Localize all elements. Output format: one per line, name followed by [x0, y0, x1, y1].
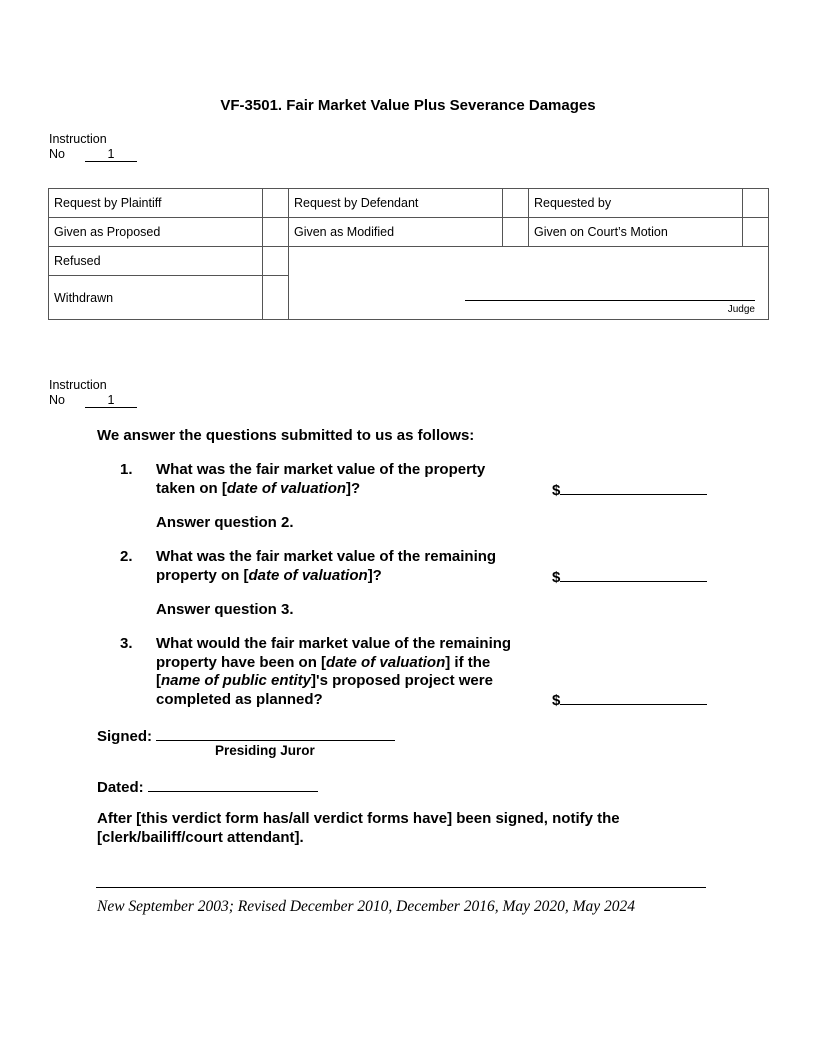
text-segment: ] if the	[445, 653, 491, 671]
placeholder-text: name of public entity	[161, 672, 312, 689]
instruction-label: Instruction	[49, 378, 107, 392]
question-text	[156, 635, 546, 709]
signed-label: Signed:	[97, 728, 152, 745]
page-title: VF-3501. Fair Market Value Plus Severance Damages	[220, 97, 596, 114]
placeholder-text: date of valuation	[326, 653, 446, 671]
instruction-no-value: 1	[85, 148, 137, 162]
request-by-defendant-label: Request by Defendant	[288, 189, 502, 218]
answer-blank[interactable]	[560, 690, 707, 705]
footer-divider	[96, 887, 706, 888]
dollar-sign: $	[552, 569, 561, 586]
question-line	[156, 654, 546, 673]
given-as-modified-label: Given as Modified	[288, 218, 502, 247]
given-as-modified-checkbox[interactable]	[503, 218, 529, 247]
notice-line: [clerk/bailiff/court attendant].	[97, 828, 304, 846]
question-number: 2.	[120, 548, 133, 565]
answer-3-amount-field[interactable]	[552, 690, 707, 711]
dated-label: Dated:	[97, 779, 144, 796]
question-line: What was the fair market value of the remaining	[156, 548, 497, 565]
placeholder-text: date of valuation	[248, 566, 368, 584]
presiding-juror-label: Presiding Juror	[215, 743, 315, 758]
revision-history: New September 2003; Revised December 2010, December 2016, May 2020, May 2024	[97, 898, 636, 915]
refused-label: Refused	[49, 247, 263, 276]
question-line	[156, 567, 546, 586]
answer-1-amount-field[interactable]	[552, 480, 707, 501]
requested-by-label: Requested by	[528, 189, 742, 218]
question-number: 1.	[120, 461, 133, 478]
given-on-courts-motion-checkbox[interactable]	[742, 218, 768, 247]
text-segment: property on [	[156, 566, 249, 584]
instruction-no-label: No	[49, 147, 65, 161]
judge-signature-line[interactable]	[465, 300, 755, 301]
instruction-number-block-2	[49, 378, 137, 408]
refused-checkbox[interactable]	[263, 247, 289, 276]
question-text	[156, 548, 546, 585]
text-segment: property have been on [	[156, 653, 327, 671]
judge-signature-cell	[288, 247, 768, 320]
dollar-sign: $	[552, 692, 561, 709]
notice-line: After [this verdict form has/all verdict forms have] been signed, notify the	[97, 810, 620, 827]
intro-text: We answer the questions submitted to us as follows:	[97, 427, 475, 444]
text-segment: [	[156, 672, 161, 689]
placeholder-text: date of valuation	[226, 479, 347, 497]
answer-instruction: Answer question 2.	[156, 514, 294, 531]
instruction-label: Instruction	[49, 132, 107, 146]
instruction-no-row	[49, 147, 137, 162]
answer-2-amount-field[interactable]	[552, 567, 707, 588]
request-by-defendant-checkbox[interactable]	[503, 189, 529, 218]
text-segment: ]?	[367, 566, 382, 584]
question-line: What would the fair market value of the remaining	[156, 635, 512, 652]
answer-instruction: Answer question 3.	[156, 601, 294, 618]
dated-row	[97, 776, 318, 798]
text-segment: ]?	[346, 479, 361, 497]
given-as-proposed-label: Given as Proposed	[49, 218, 263, 247]
withdrawn-checkbox[interactable]	[263, 276, 289, 320]
answer-blank[interactable]	[560, 567, 707, 582]
requested-by-checkbox[interactable]	[742, 189, 768, 218]
notice-text	[97, 810, 620, 847]
date-line[interactable]	[148, 776, 318, 792]
dollar-sign: $	[552, 482, 561, 499]
judge-label: Judge	[727, 304, 755, 315]
withdrawn-label: Withdrawn	[49, 276, 263, 320]
question-text	[156, 461, 546, 498]
request-by-plaintiff-checkbox[interactable]	[263, 189, 289, 218]
instruction-no-value: 1	[85, 394, 137, 408]
question-number: 3.	[120, 635, 133, 652]
text-segment: ]'s proposed project were	[311, 672, 493, 689]
instruction-number-block	[49, 132, 137, 162]
request-table	[48, 188, 769, 320]
presiding-juror-signature-line[interactable]	[156, 725, 395, 741]
instruction-no-label: No	[49, 393, 65, 407]
question-line: completed as planned?	[156, 690, 323, 708]
question-line	[156, 480, 546, 499]
question-line	[156, 672, 546, 691]
question-line: What was the fair market value of the property	[156, 461, 486, 478]
request-by-plaintiff-label: Request by Plaintiff	[49, 189, 263, 218]
instruction-no-row	[49, 393, 137, 408]
answer-blank[interactable]	[560, 480, 707, 495]
text-segment: taken on [	[156, 479, 227, 497]
given-on-courts-motion-label: Given on Court’s Motion	[528, 218, 742, 247]
given-as-proposed-checkbox[interactable]	[263, 218, 289, 247]
